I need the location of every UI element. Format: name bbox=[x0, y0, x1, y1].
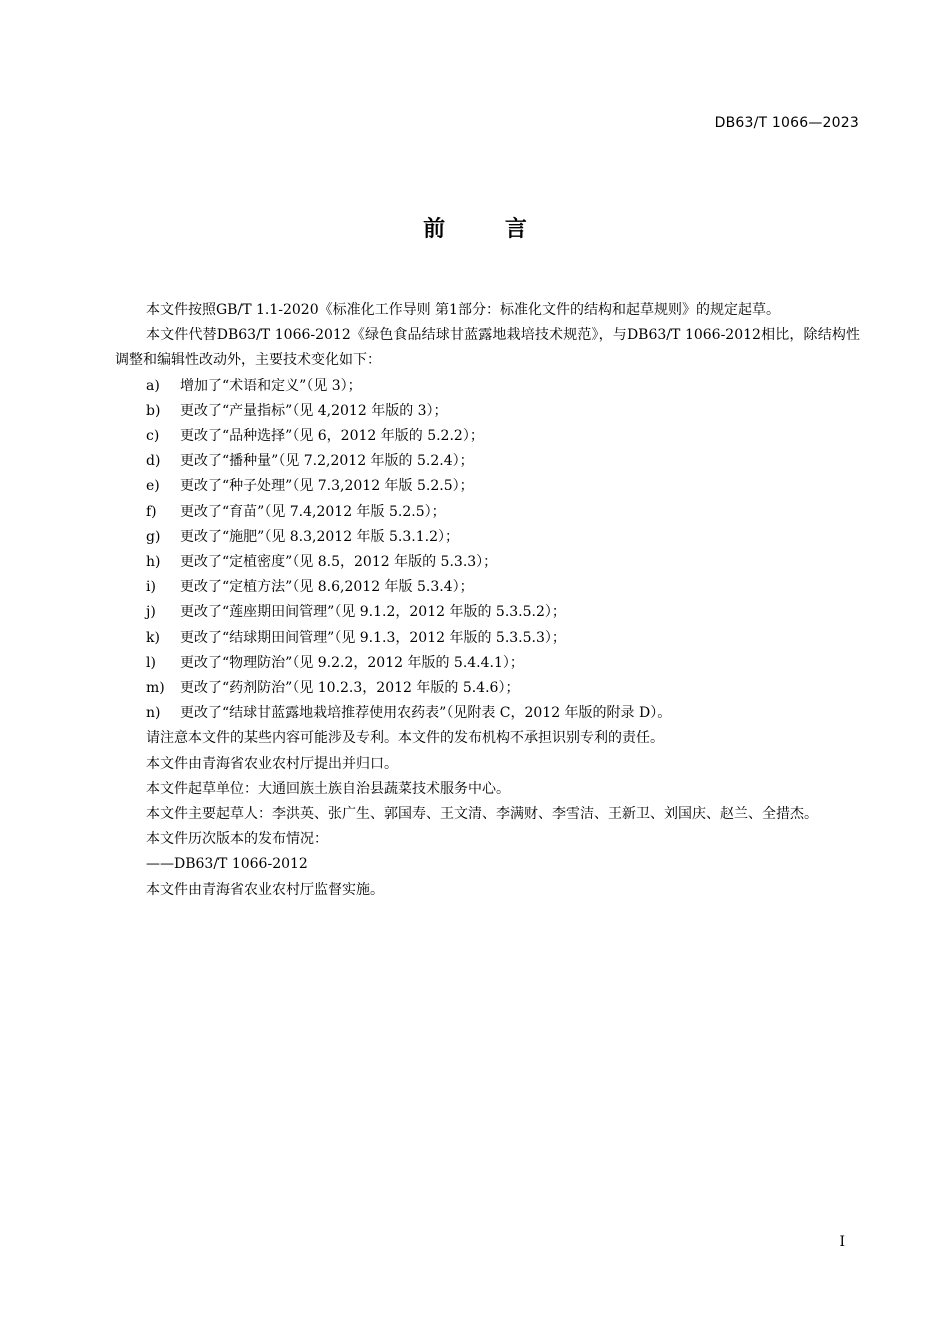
list-item bbox=[115, 626, 860, 651]
list-item-text: 更改了“莲座期田间管理”（见 9.1.2，2012 年版的 5.3.5.2）； bbox=[180, 604, 566, 621]
list-item-text: 更改了“品种选择”（见 6，2012 年版的 5.2.2）； bbox=[180, 428, 484, 445]
list-marker: c) bbox=[146, 428, 160, 445]
list-item bbox=[115, 600, 860, 625]
list-item-text: 更改了“育苗”（见 7.4,2012 年版 5.2.5）； bbox=[180, 503, 446, 520]
list-marker: l) bbox=[146, 654, 156, 671]
list-item-text: 更改了“结球期田间管理”（见 9.1.3，2012 年版的 5.3.5.3）； bbox=[180, 629, 566, 646]
list-item-text: 更改了“种子处理”（见 7.3,2012 年版 5.2.5）； bbox=[180, 478, 474, 495]
list-item-text: 增加了“术语和定义”（见 3）； bbox=[180, 377, 362, 394]
list-item bbox=[115, 424, 860, 449]
list-item bbox=[115, 399, 860, 424]
paragraph-previous-version: ——DB63/T 1066-2012 bbox=[146, 856, 308, 873]
list-item-text: 更改了“药剂防治”（见 10.2.3，2012 年版的 5.4.6）； bbox=[180, 680, 520, 697]
paragraph-proposer: 本文件由青海省农业农村厅提出并归口。 bbox=[146, 755, 398, 772]
document-body bbox=[115, 298, 860, 903]
list-item-text: 更改了“施肥”（见 8.3,2012 年版 5.3.1.2）； bbox=[180, 528, 459, 545]
list-marker: n) bbox=[146, 705, 161, 722]
list-item-text: 更改了“产量指标”（见 4,2012 年版的 3）； bbox=[180, 402, 448, 419]
list-marker: b) bbox=[146, 402, 161, 419]
list-marker: d) bbox=[146, 453, 161, 470]
document-code: DB63/T 1066—2023 bbox=[714, 115, 859, 131]
list-item-text: 更改了“定植方法”（见 8.6,2012 年版 5.3.4）； bbox=[180, 579, 474, 596]
list-item bbox=[115, 474, 860, 499]
changes-list bbox=[115, 374, 860, 727]
list-marker: h) bbox=[146, 554, 161, 571]
list-marker: e) bbox=[146, 478, 160, 495]
list-item bbox=[115, 500, 860, 525]
list-item bbox=[115, 701, 860, 726]
list-item-text: 更改了“定植密度”（见 8.5，2012 年版的 5.3.3）； bbox=[180, 554, 498, 571]
paragraph-version-history: 本文件历次版本的发布情况： bbox=[146, 831, 328, 848]
list-item bbox=[115, 374, 860, 399]
list-item bbox=[115, 449, 860, 474]
paragraph-drafting-unit: 本文件起草单位：大通回族土族自治县蔬菜技术服务中心。 bbox=[146, 780, 510, 797]
paragraph-replacement: 本文件代替DB63/T 1066-2012《绿色食品结球甘蓝露地栽培技术规范》，与DB63/T 1066-2012相比，除结构性调整和编辑性改动外，主要技术变化如下： bbox=[115, 327, 860, 369]
list-marker: f) bbox=[146, 503, 157, 520]
list-marker: j) bbox=[146, 604, 156, 621]
list-item bbox=[115, 676, 860, 701]
list-item bbox=[115, 651, 860, 676]
list-marker: m) bbox=[146, 680, 165, 697]
page-number: I bbox=[839, 1234, 845, 1250]
paragraph-drafters: 本文件主要起草人：李洪英、张广生、郭国寿、王文清、李满财、李雪洁、王新卫、刘国庆、赵兰、全措杰。 bbox=[146, 806, 818, 823]
list-item bbox=[115, 575, 860, 600]
list-marker: g) bbox=[146, 528, 161, 545]
paragraph-patent-notice: 请注意本文件的某些内容可能涉及专利。本文件的发布机构不承担识别专利的责任。 bbox=[146, 730, 664, 747]
list-item-text: 更改了“结球甘蓝露地栽培推荐使用农药表”（见附表 C，2012 年版的附录 D）。 bbox=[180, 705, 672, 722]
page-title: 前 言 bbox=[423, 217, 553, 242]
list-item-text: 更改了“物理防治”（见 9.2.2，2012 年版的 5.4.4.1）； bbox=[180, 654, 524, 671]
paragraph-supervision: 本文件由青海省农业农村厅监督实施。 bbox=[146, 881, 384, 898]
list-marker: a) bbox=[146, 377, 160, 394]
list-marker: i) bbox=[146, 579, 156, 596]
paragraph-standard-basis: 本文件按照GB/T 1.1-2020《标准化工作导则 第1部分：标准化文件的结构和起草规则》的规定起草。 bbox=[146, 302, 780, 318]
list-item bbox=[115, 550, 860, 575]
list-item bbox=[115, 525, 860, 550]
list-marker: k) bbox=[146, 629, 160, 646]
list-item-text: 更改了“播种量”（见 7.2,2012 年版的 5.2.4）； bbox=[180, 453, 474, 470]
